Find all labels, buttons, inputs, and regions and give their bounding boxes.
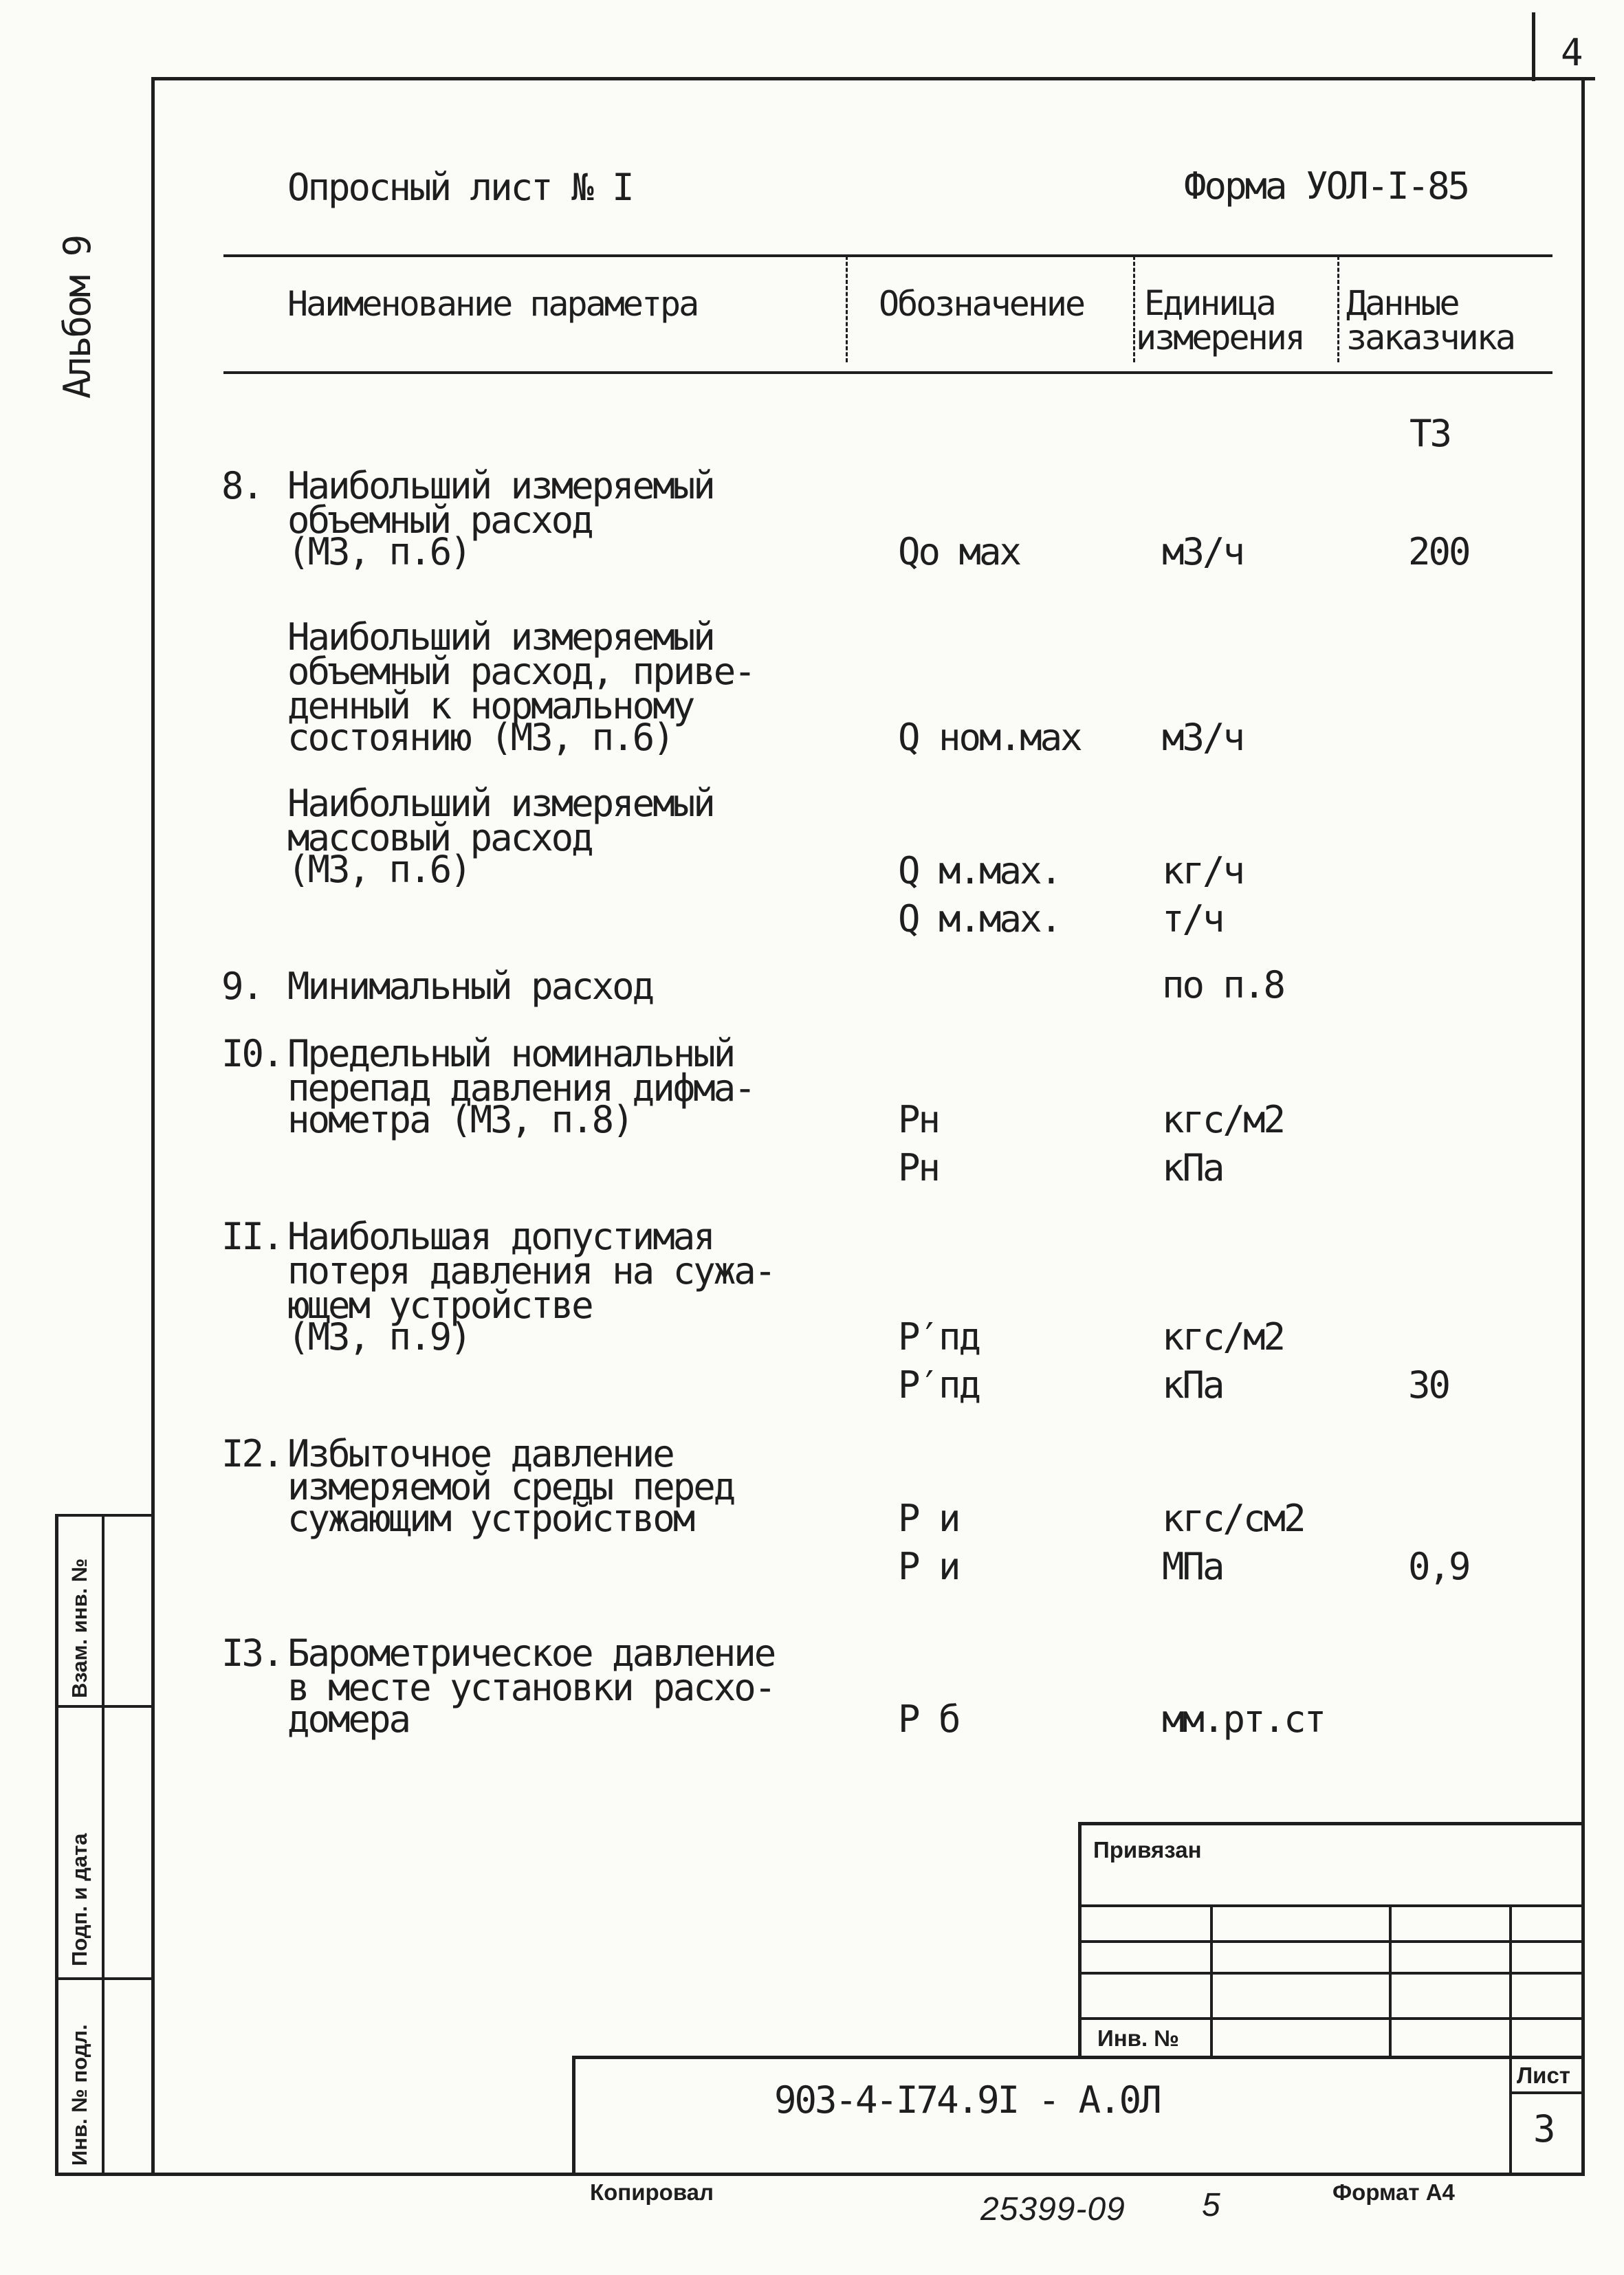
row-name-line: денный к нормальному (287, 684, 694, 727)
row-value: 0,9 (1408, 1545, 1469, 1588)
row-name-line: (МЗ, п.6) (287, 530, 470, 573)
col-header-data-2: заказчика (1346, 318, 1514, 358)
row-value: 30 (1408, 1363, 1449, 1407)
stamp-col-divider (1389, 1904, 1392, 2057)
row-number: I2. (221, 1432, 283, 1475)
stamp-rule (1078, 1940, 1583, 1943)
row-unit: МПа (1162, 1545, 1223, 1588)
row-unit: кгс/м2 (1162, 1315, 1284, 1359)
row-unit: мм.рт.ст (1162, 1697, 1325, 1741)
row-symbol: Р и (898, 1497, 959, 1540)
row-number: 8. (221, 464, 263, 507)
corner-divider (1532, 12, 1535, 81)
row-name-line: объемный расход (287, 498, 592, 542)
t3-label: ТЗ (1409, 412, 1451, 455)
frame-right (1581, 77, 1585, 2174)
side-label-inv-podl: Инв. № подл. (67, 2024, 91, 2166)
side-stamp-rule (55, 1705, 155, 1708)
table-header-bottom-rule (223, 371, 1552, 374)
col-header-unit-1: Единица (1144, 283, 1275, 323)
row-name-line: Барометрическое давление (287, 1631, 775, 1675)
row-number: I3. (221, 1631, 283, 1675)
row-name-line: нометра (МЗ, п.8) (287, 1098, 633, 1141)
corner-page-number: 4 (1561, 31, 1581, 74)
row-symbol: Q м.мах. (898, 849, 1061, 892)
row-symbol: P′пд (898, 1315, 980, 1359)
frame-bottom (55, 2173, 1585, 2176)
row-name-line: в месте установки расхо- (287, 1666, 775, 1709)
row-unit: кг/ч (1162, 849, 1244, 892)
row-name-line: Наибольший измеряемый (287, 615, 714, 659)
sheet-label: Лист (1517, 2063, 1570, 2088)
row-name-line: сужающим устройством (287, 1497, 694, 1540)
doc-code: 903-4-I74.9I - А.0Л (774, 2078, 1160, 2122)
row-name-line: Наибольшая допустимая (287, 1215, 714, 1258)
row-name-line: ющем устройстве (287, 1284, 592, 1327)
row-name-line: потеря давления на сужа- (287, 1249, 775, 1293)
col-header-unit-2: измерения (1136, 318, 1304, 358)
row-unit: кПа (1162, 1146, 1223, 1189)
code-box-top (572, 2056, 1584, 2059)
row-name-line: домера (287, 1697, 410, 1741)
sheet-number: 3 (1533, 2107, 1554, 2151)
sheet-label-rule (1509, 2091, 1585, 2094)
stamp-rule (1078, 2017, 1583, 2020)
inv-label: Инв. № (1097, 2025, 1180, 2051)
row-unit: м3/ч (1162, 716, 1244, 759)
footer-mark: 5 (1202, 2187, 1220, 2223)
copied-label: Копировал (590, 2179, 714, 2205)
row-number: I0. (221, 1032, 283, 1075)
side-stamp-rule (55, 1514, 155, 1517)
stamp-col-divider (1210, 1904, 1213, 2057)
col-header-name: Наименование параметра (287, 284, 698, 324)
stamp-left-border (1078, 1822, 1082, 2057)
stamp-rule (1078, 1972, 1583, 1975)
code-box-left (572, 2056, 575, 2174)
row-symbol: P′пд (898, 1363, 980, 1407)
row-symbol: Pн (898, 1146, 939, 1189)
album-label: Альбом 9 (56, 236, 99, 399)
row-unit: м3/ч (1162, 530, 1244, 573)
page-title: Опросный лист № I (287, 166, 633, 209)
row-name-line: Минимальный расход (287, 965, 653, 1008)
row-symbol: Q м.мах. (898, 897, 1061, 941)
row-unit: кгс/см2 (1162, 1497, 1304, 1540)
row-name-line: объемный расход, приве- (287, 650, 754, 693)
side-stamp-rule (55, 1977, 155, 1980)
col-header-data-1: Данные (1346, 283, 1458, 323)
row-name-line: Наибольший измеряемый (287, 782, 714, 825)
side-stamp-inner-border (102, 1514, 105, 2174)
form-code: Форма УОЛ-I-85 (1184, 164, 1469, 208)
footer-number: 25399-09 (980, 2191, 1126, 2228)
row-value: 200 (1408, 530, 1469, 573)
side-label-podp: Подп. и дата (67, 1833, 91, 1966)
row-name-line: Наибольший измеряемый (287, 464, 714, 507)
row-name-line: Избыточное давление (287, 1432, 673, 1475)
row-symbol: Pн (898, 1098, 939, 1141)
col-header-symbol: Обозначение (879, 284, 1084, 324)
row-number: 9. (221, 965, 263, 1008)
row-name-line: Предельный номинальный (287, 1032, 734, 1075)
row-name-line: измеряемой среды перед (287, 1465, 734, 1508)
stamp-rule (1078, 1904, 1583, 1907)
side-stamp-left-border (55, 1514, 58, 2176)
row-name-line: (МЗ, п.6) (287, 848, 470, 891)
bound-label: Привязан (1093, 1837, 1202, 1862)
row-unit: по п.8 (1162, 963, 1284, 1007)
row-name-line: состоянию (МЗ, п.6) (287, 716, 673, 759)
col-divider-3 (1337, 256, 1339, 362)
row-unit: кПа (1162, 1363, 1223, 1407)
row-symbol: Qо мах (898, 530, 1020, 573)
format-label: Формат А4 (1332, 2179, 1455, 2205)
row-symbol: Q ном.мах (898, 716, 1081, 759)
stamp-col-divider (1509, 1904, 1512, 2173)
table-header-top-rule (223, 254, 1552, 257)
side-label-vzam: Взам. инв. № (67, 1558, 91, 1698)
stamp-top-border (1078, 1822, 1583, 1825)
frame-top (151, 77, 1595, 80)
row-symbol: Р б (898, 1697, 959, 1741)
row-name-line: (МЗ, п.9) (287, 1315, 470, 1359)
row-unit: кгс/м2 (1162, 1098, 1284, 1141)
col-divider-1 (846, 256, 848, 362)
row-symbol: Р и (898, 1545, 959, 1588)
row-number: II. (221, 1215, 283, 1258)
row-name-line: массовый расход (287, 816, 592, 859)
col-divider-2 (1133, 256, 1135, 362)
row-unit: т/ч (1162, 897, 1223, 941)
row-name-line: перепад давления дифма- (287, 1066, 754, 1110)
frame-left (151, 77, 155, 2174)
